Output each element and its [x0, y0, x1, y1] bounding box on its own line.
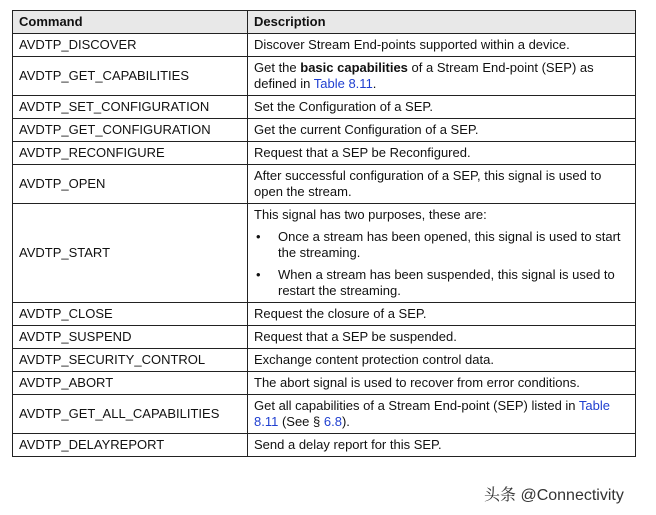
table-row: [13, 349, 636, 372]
table-row: [13, 372, 636, 395]
command-cell: AVDTP_GET_ALL_CAPABILITIES: [13, 395, 248, 434]
table-row: [13, 395, 636, 434]
text: .: [372, 76, 377, 91]
list-item: • When a stream has been suspended, this signal is used to restart the streaming.: [272, 267, 629, 299]
table-row: [13, 204, 636, 303]
description-cell: Exchange content protection control data.: [248, 349, 636, 372]
description-cell: Request the closure of a SEP.: [248, 303, 636, 326]
avdtp-command-table: [12, 10, 636, 457]
table-link[interactable]: Table 8.11: [254, 398, 610, 429]
table-link[interactable]: Table 8.11: [313, 76, 373, 91]
text: ).: [341, 414, 350, 429]
text: Get all capabilities of a Stream End-point (SEP) listed in: [254, 398, 579, 413]
table-row: [13, 142, 636, 165]
bold-text: basic capabilities: [300, 60, 408, 75]
section-link[interactable]: 6.8: [323, 414, 342, 429]
command-cell: AVDTP_OPEN: [13, 165, 248, 204]
description-cell: Send a delay report for this SEP.: [248, 434, 636, 457]
command-cell: AVDTP_RECONFIGURE: [13, 142, 248, 165]
table-row: [13, 57, 636, 96]
description-cell: Request that a SEP be Reconfigured.: [248, 142, 636, 165]
command-cell: AVDTP_DELAYREPORT: [13, 434, 248, 457]
command-cell: AVDTP_SECURITY_CONTROL: [13, 349, 248, 372]
table-header-row: [13, 11, 636, 34]
command-cell: AVDTP_SUSPEND: [13, 326, 248, 349]
header-description: Description: [248, 11, 636, 34]
command-cell: AVDTP_DISCOVER: [13, 34, 248, 57]
command-cell: AVDTP_START: [13, 204, 248, 303]
command-cell: AVDTP_GET_CONFIGURATION: [13, 119, 248, 142]
table-row: [13, 34, 636, 57]
command-cell: AVDTP_GET_CAPABILITIES: [13, 57, 248, 96]
command-cell: AVDTP_CLOSE: [13, 303, 248, 326]
watermark: 头条 @Connectivity: [484, 487, 624, 504]
text: of a Stream End-point (SEP) as defined in: [254, 60, 594, 91]
description-cell: [248, 57, 636, 96]
description-cell: Set the Configuration of a SEP.: [248, 96, 636, 119]
bullet-list: [254, 229, 629, 299]
table-row: [13, 303, 636, 326]
description-cell: [248, 395, 636, 434]
description-cell: Get the current Configuration of a SEP.: [248, 119, 636, 142]
description-cell: The abort signal is used to recover from error conditions.: [248, 372, 636, 395]
description-cell: [248, 204, 636, 303]
header-command: Command: [13, 11, 248, 34]
table-row: [13, 119, 636, 142]
description-cell: After successful configuration of a SEP, this signal is used to open the stream.: [248, 165, 636, 204]
text: This signal has two purposes, these are:: [254, 207, 487, 222]
table-row: [13, 165, 636, 204]
table-row: [13, 326, 636, 349]
table-row: [13, 96, 636, 119]
list-item: • Once a stream has been opened, this signal is used to start the streaming.: [272, 229, 629, 261]
description-cell: Request that a SEP be suspended.: [248, 326, 636, 349]
text: (See §: [278, 414, 324, 429]
description-cell: Discover Stream End-points supported within a device.: [248, 34, 636, 57]
table-row: [13, 434, 636, 457]
command-cell: AVDTP_SET_CONFIGURATION: [13, 96, 248, 119]
text: Get the: [254, 60, 301, 75]
command-cell: AVDTP_ABORT: [13, 372, 248, 395]
